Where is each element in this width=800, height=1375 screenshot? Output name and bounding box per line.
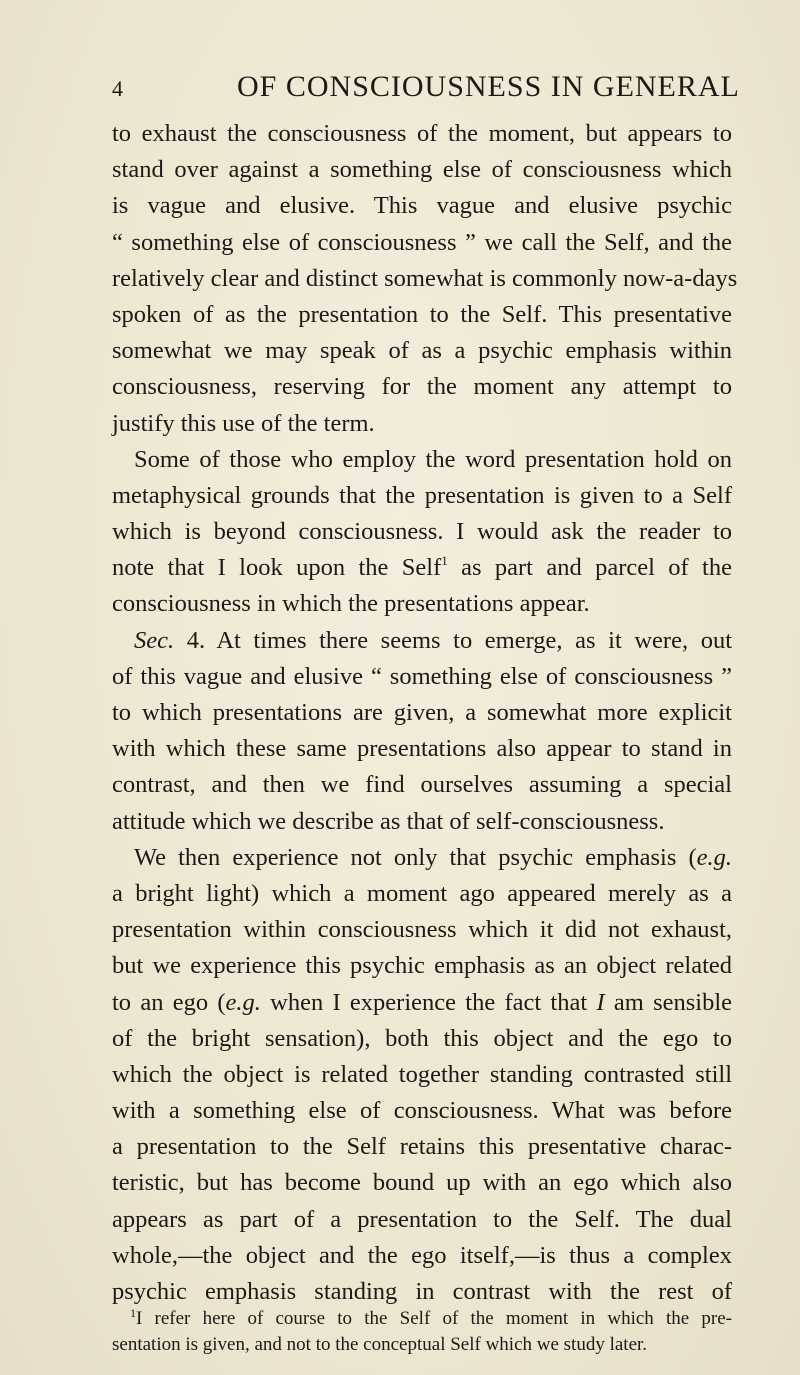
text-line [112, 840, 732, 876]
body-text [112, 116, 738, 1310]
footnote-text: I refer here of course to the Self of the moment in which the pre- [136, 1308, 732, 1329]
text-segment: am sensible [604, 988, 732, 1016]
text-line [112, 550, 732, 586]
paragraph-4 [112, 840, 732, 1310]
italic-eg: e.g. [696, 843, 732, 871]
text-line: “ something else of consciousness ” we call the Self, and the [112, 228, 732, 256]
text-line: spoken of as the presentation to the Self. This presentative [112, 300, 732, 328]
text-line: with a something else of consciousness. What was before [112, 1097, 732, 1125]
text-line: a bright light) which a moment ago appeared merely as a [112, 879, 732, 907]
footnote-line [112, 1306, 732, 1332]
paragraph-3-section-4 [112, 623, 732, 840]
text-segment: to an ego ( [112, 988, 226, 1016]
chapter-title: OF CONSCIOUSNESS IN GENERAL [237, 70, 740, 103]
section-label: Sec. [134, 626, 175, 654]
text-line: a presentation to the Self retains this presentative charac- [112, 1133, 732, 1161]
paragraph-1 [112, 116, 738, 442]
text-line: which the object is related together standing contrasted still [112, 1060, 732, 1088]
text-line: consciousness, reserving for the moment any attempt to [112, 373, 732, 401]
text-line: metaphysical grounds that the presentation is given to a Self [112, 481, 732, 509]
italic-i: I [596, 988, 605, 1016]
text-line: presentation within consciousness which it did not exhaust, [112, 916, 732, 944]
text-segment: when I experience the fact that [260, 988, 597, 1016]
italic-eg: e.g. [225, 988, 261, 1016]
running-head [112, 70, 740, 106]
text-line: of the bright sensation), both this object and the ego to [112, 1024, 732, 1052]
text-line: to exhaust the consciousness of the moment, but appears to [112, 120, 732, 147]
text-line: with which these same presentations also appear to stand in [112, 735, 732, 763]
text-line: appears as part of a presentation to the Self. The dual [112, 1205, 732, 1233]
text-line: somewhat we may speak of as a psychic emphasis within [112, 337, 732, 365]
text-line: consciousness in which the presentations appear. [112, 590, 590, 618]
text-line: which is beyond consciousness. I would ask the reader to [112, 518, 732, 546]
text-line: but we experience this psychic emphasis as an object related [112, 952, 732, 980]
text-line: stand over against a something else of consciousness which [112, 156, 732, 184]
page-number: 4 [112, 76, 123, 101]
footnote-mark: 1 [130, 1306, 136, 1320]
footnote [112, 1306, 732, 1358]
text-line: of this vague and elusive “ something else of consciousness ” [112, 662, 732, 690]
footnote-reference: 1 [441, 553, 448, 569]
text-line: relatively clear and distinct somewhat is commonly now-a-days [112, 264, 738, 292]
text-line: attitude which we describe as that of self-consciousness. [112, 807, 665, 835]
text-segment: as part and parcel of the [447, 554, 732, 582]
text-line: to which presentations are given, a somewhat more explicit [112, 699, 732, 726]
text-line: Some of those who employ the word presentation hold on [134, 445, 732, 473]
paragraph-2 [112, 442, 732, 623]
text-line: justify this use of the term. [112, 409, 375, 437]
text-segment: 4. At times there seems to emerge, as it were, out [174, 626, 732, 654]
text-line: is vague and elusive. This vague and elusive psychic [112, 192, 732, 220]
text-segment: We then experience not only that psychic emphasis ( [134, 843, 697, 871]
text-line: psychic emphasis standing in contrast with the rest of [112, 1278, 732, 1305]
text-line: contrast, and then we find ourselves assuming a special [112, 771, 732, 799]
text-line: whole,—the object and the ego itself,—is thus a complex [112, 1241, 732, 1269]
text-line [112, 623, 732, 659]
text-segment: note that I look upon the Self [112, 554, 442, 582]
text-line: teristic, but has become bound up with an ego which also [112, 1169, 732, 1197]
footnote-line: sentation is given, and not to the conceptual Self which we study later. [112, 1334, 648, 1355]
text-line [112, 985, 732, 1021]
